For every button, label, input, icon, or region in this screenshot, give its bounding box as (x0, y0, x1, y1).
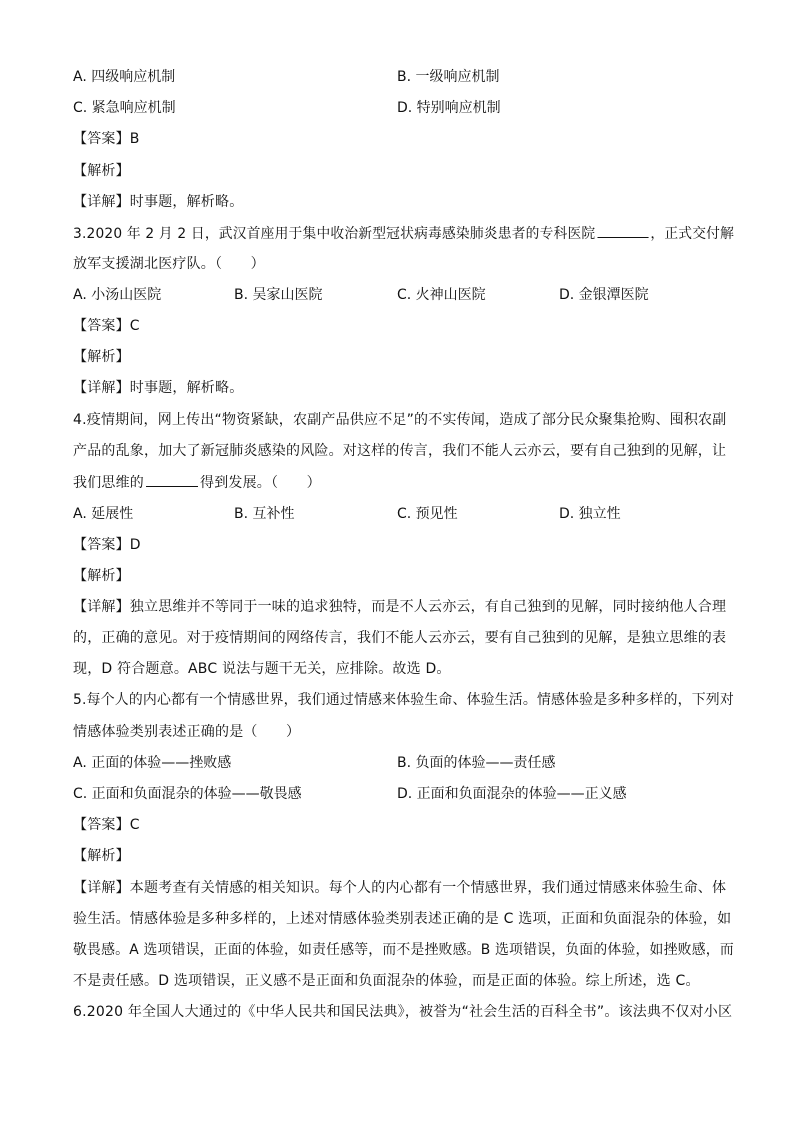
q4-detail-line1: 【详解】独立思维并不等同于一味的追求独特，而是不人云亦云，有自己独到的见解，同时接纳他人合理 (73, 599, 727, 615)
q3-stem-line2: 放军支援湖北医疗队。（ ） (73, 256, 265, 272)
q4-stem-line1: 4.疫情期间，网上传出“物资紧缺，农副产品供应不足”的不实传闻，造成了部分民众聚集抢购、囤积农副 (73, 412, 727, 428)
q5-option-a: A. 正面的体验——挫败感 (73, 755, 232, 771)
q2-option-b: B. 一级响应机制 (397, 69, 500, 85)
q4-stem-line3-before: 我们思维的 (73, 475, 144, 491)
q3-analysis-heading: 【解析】 (73, 349, 130, 365)
q3-stem-line1-before: 3.2020 年 2 月 2 日，武汉首座用于集中收治新型冠状病毒感染肺炎患者的专科医院 (73, 226, 596, 242)
q5-detail-line3: 敬畏感。A 选项错误，正面的体验，如责任感等，而不是挫败感。B 选项错误，负面的体验，如挫败感，而 (73, 942, 734, 958)
q2-analysis-heading: 【解析】 (73, 163, 130, 179)
q2-detail: 【详解】时事题，解析略。 (73, 194, 244, 210)
q5-answer: 【答案】C (73, 817, 140, 833)
q5-stem-line1: 5.每个人的内心都有一个情感世界，我们通过情感来体验生命、体验生活。情感体验是多种多样的，下列对 (73, 692, 734, 708)
q5-option-b: B. 负面的体验——责任感 (397, 755, 556, 771)
q3-detail: 【详解】时事题，解析略。 (73, 380, 244, 396)
q5-analysis-heading: 【解析】 (73, 848, 130, 864)
q3-stem-line1 (73, 223, 734, 244)
q4-blank (146, 472, 198, 487)
q5-option-c: C. 正面和负面混杂的体验——敬畏感 (73, 786, 302, 802)
q6-stem-line1: 6.2020 年全国人大通过的《中华人民共和国民法典》，被誉为“社会生活的百科全书”。该法典不仅对小区 (73, 1004, 733, 1020)
q2-option-c: C. 紧急响应机制 (73, 100, 176, 116)
q2-option-d: D. 特别响应机制 (397, 100, 501, 116)
q4-detail-line3: 现，D 符合题意。ABC 说法与题干无关，应排除。故选 D。 (73, 661, 451, 677)
q4-stem-line2: 产品的乱象，加大了新冠肺炎感染的风险。对这样的传言，我们不能人云亦云，要有自己独到的见解，让 (73, 443, 727, 459)
q5-detail-line4: 不是责任感。D 选项错误，正义感不是正面和负面混杂的体验，而是正面的体验。综上所述，选 C。 (73, 973, 700, 989)
q4-option-d: D. 独立性 (559, 506, 621, 522)
q4-stem-line3-after: 得到发展。（ ） (200, 475, 321, 491)
q4-detail-line2: 的，正确的意见。对于疫情期间的网络传言，我们不能人云亦云，要有自己独到的见解，是独立思维的表 (73, 630, 727, 646)
q4-option-a: A. 延展性 (73, 506, 134, 522)
q5-detail-line1: 【详解】本题考查有关情感的相关知识。每个人的内心都有一个情感世界，我们通过情感来体验生命、体 (73, 880, 727, 896)
q3-option-d: D. 金银潭医院 (559, 287, 649, 303)
q3-answer: 【答案】C (73, 318, 140, 334)
q3-blank (597, 223, 648, 238)
q4-option-c: C. 预见性 (397, 506, 458, 522)
q2-option-a: A. 四级响应机制 (73, 69, 176, 85)
q4-answer: 【答案】D (73, 537, 141, 553)
q5-detail-line2: 验生活。情感体验是多种多样的，上述对情感体验类别表述正确的是 C 选项，正面和负面混杂的体验，如 (73, 911, 732, 927)
q2-answer: 【答案】B (73, 131, 140, 147)
q5-stem-line2: 情感体验类别表述正确的是（ ） (73, 724, 301, 740)
q4-analysis-heading: 【解析】 (73, 568, 130, 584)
q3-option-a: A. 小汤山医院 (73, 287, 162, 303)
q4-stem-line3 (73, 472, 321, 493)
q3-option-c: C. 火神山医院 (397, 287, 486, 303)
q3-stem-line1-after: ，正式交付解 (650, 226, 735, 242)
q5-option-d: D. 正面和负面混杂的体验——正义感 (397, 786, 627, 802)
q3-option-b: B. 吴家山医院 (234, 287, 323, 303)
q4-option-b: B. 互补性 (234, 506, 295, 522)
